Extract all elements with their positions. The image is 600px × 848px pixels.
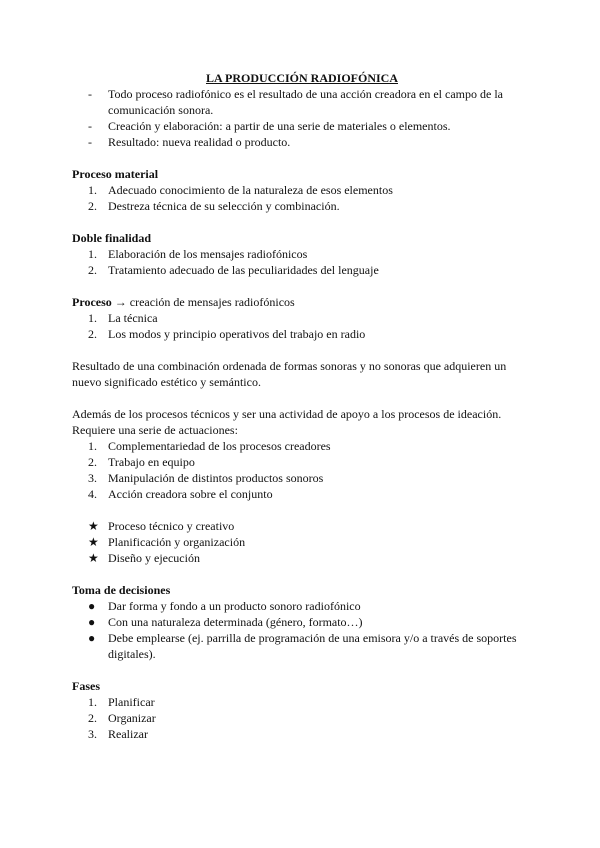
proceso-description: creación de mensajes radiofónicos (126, 295, 295, 309)
list-item-text: Organizar (108, 711, 156, 725)
star-icon: ★ (88, 519, 99, 533)
star-icon: ★ (88, 535, 99, 549)
section-heading-toma-de-decisiones: Toma de decisiones (72, 583, 171, 597)
list-item-text: Destreza técnica de su selección y combinación. (108, 199, 340, 213)
list-item-text: Proceso técnico y creativo (108, 519, 235, 533)
intro-list (72, 86, 532, 150)
number-marker: 2. (88, 711, 97, 725)
number-marker: 3. (88, 727, 97, 741)
document-page (72, 70, 532, 742)
list-item-text: Debe emplearse (ej. parrilla de programación de una emisora y/o a través de soportes digitales). (108, 631, 517, 661)
number-marker: 1. (88, 311, 97, 325)
list-item (72, 694, 532, 710)
number-marker: 2. (88, 455, 97, 469)
spacer (72, 390, 532, 406)
list-item (72, 598, 532, 614)
spacer (72, 150, 532, 166)
list-item-text: Planificación y organización (108, 535, 246, 549)
list-item (72, 486, 532, 502)
number-marker: 2. (88, 199, 97, 213)
list-item (72, 326, 532, 342)
number-marker: 2. (88, 327, 97, 341)
star-icon: ★ (88, 551, 99, 565)
list-item-text: Los modos y principio operativos del trabajo en radio (108, 327, 366, 341)
actuaciones-list (72, 438, 532, 502)
dash-marker: - (88, 135, 92, 149)
list-item-text: Dar forma y fondo a un producto sonoro radiofónico (108, 599, 361, 613)
spacer (72, 502, 532, 518)
list-item-text: La técnica (108, 311, 158, 325)
list-item (72, 134, 532, 150)
proceso-material-list (72, 182, 532, 214)
spacer (72, 214, 532, 230)
spacer (72, 662, 532, 678)
list-item (72, 630, 532, 662)
star-list (72, 518, 532, 566)
list-item-text: Manipulación de distintos productos sonoros (108, 471, 324, 485)
list-item-text: Tratamiento adecuado de las peculiaridades del lenguaje (108, 263, 379, 277)
number-marker: 1. (88, 695, 97, 709)
list-item-text: Realizar (108, 727, 148, 741)
list-item (72, 614, 532, 630)
section-heading-proceso: Proceso (72, 295, 112, 309)
number-marker: 1. (88, 247, 97, 261)
proceso-list (72, 310, 532, 342)
list-item-text: Adecuado conocimiento de la naturaleza de esos elementos (108, 183, 393, 197)
spacer (72, 278, 532, 294)
list-item-text: Con una naturaleza determinada (género, formato…) (108, 615, 363, 629)
list-item-text: Diseño y ejecución (108, 551, 200, 565)
list-item (72, 310, 532, 326)
section-heading-fases: Fases (72, 679, 100, 693)
spacer (72, 566, 532, 582)
list-item (72, 438, 532, 454)
number-marker: 3. (88, 471, 97, 485)
fases-list (72, 694, 532, 742)
list-item-text: Creación y elaboración: a partir de una serie de materiales o elementos. (108, 119, 451, 133)
spacer (72, 342, 532, 358)
arrow-icon: → (114, 295, 127, 309)
section-heading-doble-finalidad: Doble finalidad (72, 231, 152, 245)
list-item-text: Todo proceso radiofónico es el resultado de una acción creadora en el campo de la comunicación sonora. (108, 87, 503, 117)
bullet-icon: ● (88, 631, 96, 645)
ademas-paragraph: Además de los procesos técnicos y ser una actividad de apoyo a los procesos de ideación. Requiere una serie de actuaciones: (72, 407, 502, 437)
number-marker: 1. (88, 183, 97, 197)
doble-finalidad-list (72, 246, 532, 278)
list-item (72, 550, 532, 566)
list-item (72, 198, 532, 214)
proceso-line (72, 294, 532, 310)
toma-de-decisiones-list (72, 598, 532, 662)
list-item (72, 86, 532, 118)
number-marker: 2. (88, 263, 97, 277)
resultado-paragraph: Resultado de una combinación ordenada de formas sonoras y no sonoras que adquieren un nuevo significado estético y semántico. (72, 359, 507, 389)
list-item (72, 710, 532, 726)
list-item-text: Elaboración de los mensajes radiofónicos (108, 247, 308, 261)
list-item-text: Resultado: nueva realidad o producto. (108, 135, 291, 149)
document-title: LA PRODUCCIÓN RADIOFÓNICA (205, 71, 398, 85)
list-item-text: Trabajo en equipo (108, 455, 195, 469)
list-item (72, 454, 532, 470)
dash-marker: - (88, 87, 92, 101)
list-item (72, 182, 532, 198)
dash-marker: - (88, 119, 92, 133)
list-item (72, 726, 532, 742)
number-marker: 4. (88, 487, 97, 501)
list-item (72, 118, 532, 134)
list-item-text: Complementariedad de los procesos creadores (108, 439, 331, 453)
section-heading-proceso-material: Proceso material (72, 167, 159, 181)
list-item (72, 534, 532, 550)
list-item (72, 246, 532, 262)
number-marker: 1. (88, 439, 97, 453)
bullet-icon: ● (88, 615, 96, 629)
list-item (72, 470, 532, 486)
bullet-icon: ● (88, 599, 96, 613)
list-item (72, 518, 532, 534)
list-item-text: Acción creadora sobre el conjunto (108, 487, 273, 501)
list-item-text: Planificar (108, 695, 155, 709)
list-item (72, 262, 532, 278)
